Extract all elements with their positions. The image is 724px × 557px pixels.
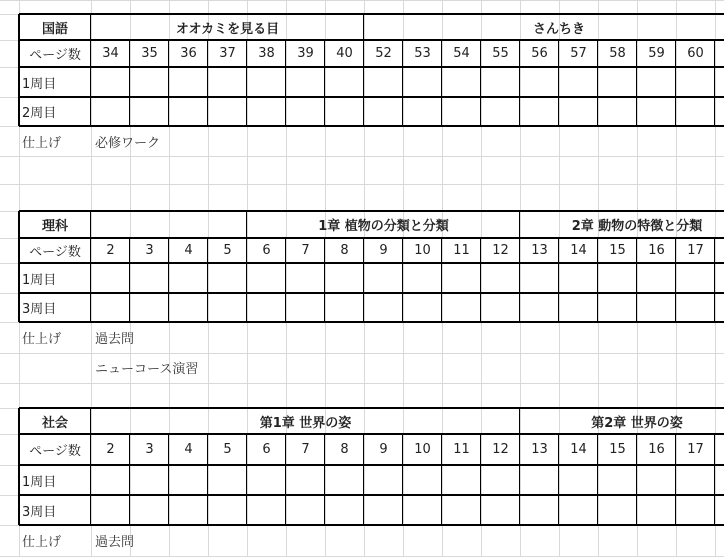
finish-label: 仕上げ (22, 534, 62, 550)
page-number-cell[interactable]: 58 (609, 46, 626, 61)
check-cell[interactable] (481, 263, 520, 293)
check-cell[interactable] (247, 263, 286, 293)
check-cell[interactable] (325, 263, 364, 293)
check-cell[interactable] (715, 67, 724, 97)
page-number-cell[interactable]: 13 (531, 243, 548, 258)
check-cell[interactable] (715, 97, 724, 126)
check-cell[interactable] (520, 495, 559, 525)
check-cell[interactable] (325, 465, 364, 495)
subject-label: 国語 (41, 21, 68, 37)
page-number-cell[interactable]: 12 (492, 243, 509, 258)
page-number-cell[interactable]: 5 (223, 243, 232, 258)
gridline (0, 0, 724, 1)
page-number-cell[interactable]: 4 (184, 442, 193, 457)
page-number-cell[interactable]: 2 (106, 442, 115, 457)
check-cell[interactable] (481, 67, 520, 97)
finish-item: 必修ワーク (95, 135, 161, 151)
section-header: さんちき (532, 21, 585, 37)
check-cell[interactable] (598, 495, 637, 525)
page-number-cell[interactable]: 37 (219, 46, 236, 61)
check-cell[interactable] (442, 465, 481, 495)
check-cell[interactable] (715, 263, 724, 293)
check-cell[interactable] (325, 67, 364, 97)
check-cell[interactable] (364, 293, 403, 322)
page-number-cell[interactable]: 38 (258, 46, 275, 61)
page-number-cell[interactable]: 36 (180, 46, 197, 61)
check-cell[interactable] (442, 293, 481, 322)
check-cell[interactable] (91, 67, 130, 97)
page-number-cell[interactable]: 15 (609, 243, 626, 258)
finish-label: 仕上げ (22, 135, 62, 151)
round-label: 1周目 (22, 474, 57, 490)
page-number-cell[interactable]: 8 (340, 442, 349, 457)
check-cell[interactable] (286, 263, 325, 293)
check-cell[interactable] (130, 263, 169, 293)
page-number-cell[interactable]: 9 (379, 442, 388, 457)
page-number-cell[interactable]: 6 (262, 442, 271, 457)
check-cell[interactable] (169, 495, 208, 525)
check-cell[interactable] (403, 495, 442, 525)
page-number-cell[interactable]: 40 (336, 46, 353, 61)
check-cell[interactable] (130, 293, 169, 322)
page-number-cell[interactable]: 14 (570, 243, 587, 258)
gridline (0, 383, 724, 384)
check-cell[interactable] (286, 465, 325, 495)
check-cell[interactable] (130, 67, 169, 97)
check-cell[interactable] (91, 495, 130, 525)
page-number-cell[interactable]: 59 (648, 46, 665, 61)
check-cell[interactable] (364, 67, 403, 97)
page-number-cell[interactable]: 17 (687, 442, 704, 457)
page-number-cell[interactable]: 35 (141, 46, 158, 61)
check-cell[interactable] (91, 293, 130, 322)
check-cell[interactable] (208, 293, 247, 322)
check-cell[interactable] (364, 97, 403, 126)
page-number-cell[interactable]: 16 (648, 243, 665, 258)
page-number-cell[interactable]: 15 (609, 442, 626, 457)
round-label: 1周目 (22, 272, 57, 288)
section-header: 第1章 世界の姿 (259, 415, 352, 431)
check-cell[interactable] (169, 465, 208, 495)
check-cell[interactable] (676, 465, 715, 495)
check-cell[interactable] (286, 293, 325, 322)
page-number-cell[interactable]: 11 (453, 243, 470, 258)
round-label: 1周目 (22, 76, 57, 92)
check-cell[interactable] (325, 97, 364, 126)
check-cell[interactable] (676, 97, 715, 126)
check-cell[interactable] (637, 263, 676, 293)
page-number-cell[interactable]: 10 (414, 442, 431, 457)
check-cell[interactable] (637, 495, 676, 525)
check-cell[interactable] (91, 465, 130, 495)
check-cell[interactable] (364, 495, 403, 525)
check-cell[interactable] (637, 293, 676, 322)
check-cell[interactable] (91, 263, 130, 293)
page-count-label: ページ数 (29, 245, 81, 260)
check-cell[interactable] (520, 97, 559, 126)
check-cell[interactable] (130, 495, 169, 525)
check-cell[interactable] (208, 67, 247, 97)
page-number-cell[interactable]: 14 (570, 442, 587, 457)
check-cell[interactable] (403, 465, 442, 495)
check-cell[interactable] (442, 67, 481, 97)
check-cell[interactable] (637, 97, 676, 126)
finish-item: 過去問 (95, 534, 135, 550)
page-number-cell[interactable]: 6 (262, 243, 271, 258)
page-count-label: ページ数 (29, 48, 81, 63)
page-number-cell[interactable]: 9 (379, 243, 388, 258)
page-number-cell[interactable]: 16 (648, 442, 665, 457)
check-cell[interactable] (715, 495, 724, 525)
check-cell[interactable] (247, 97, 286, 126)
page-count-label: ページ数 (29, 444, 81, 459)
page-number-cell[interactable]: 8 (340, 243, 349, 258)
section-header: 2章 動物の特徴と分類 (571, 219, 703, 234)
check-cell[interactable] (559, 495, 598, 525)
check-cell[interactable] (598, 67, 637, 97)
check-cell[interactable] (481, 495, 520, 525)
check-cell[interactable] (520, 263, 559, 293)
check-cell[interactable] (442, 263, 481, 293)
check-cell[interactable] (403, 293, 442, 322)
check-cell[interactable] (598, 465, 637, 495)
page-number-cell[interactable]: 34 (102, 46, 119, 61)
check-cell[interactable] (403, 97, 442, 126)
check-cell[interactable] (637, 67, 676, 97)
check-cell[interactable] (715, 465, 724, 495)
check-cell[interactable] (247, 495, 286, 525)
round-label: 3周目 (22, 504, 57, 520)
check-cell[interactable] (325, 495, 364, 525)
page-number-cell[interactable]: 4 (184, 243, 193, 258)
check-cell[interactable] (130, 465, 169, 495)
check-cell[interactable] (559, 97, 598, 126)
finish-item: 過去問 (95, 331, 135, 347)
check-cell[interactable] (598, 97, 637, 126)
check-cell[interactable] (169, 293, 208, 322)
page-number-cell[interactable]: 53 (414, 46, 431, 61)
check-cell[interactable] (403, 67, 442, 97)
gridline (0, 156, 724, 157)
check-cell[interactable] (637, 465, 676, 495)
page-number-cell[interactable]: 2 (106, 243, 115, 258)
check-cell[interactable] (130, 97, 169, 126)
page-number-cell[interactable]: 3 (145, 442, 154, 457)
check-cell[interactable] (91, 97, 130, 126)
check-cell[interactable] (247, 293, 286, 322)
check-cell[interactable] (481, 293, 520, 322)
check-cell[interactable] (559, 263, 598, 293)
check-cell[interactable] (676, 263, 715, 293)
page-number-cell[interactable]: 3 (145, 243, 154, 258)
page-number-cell[interactable]: 17 (687, 243, 704, 258)
check-cell[interactable] (520, 465, 559, 495)
check-cell[interactable] (520, 67, 559, 97)
section-header: 1章 植物の分類と分類 (318, 219, 449, 234)
check-cell[interactable] (403, 263, 442, 293)
round-label: 2周目 (22, 106, 57, 121)
check-cell[interactable] (598, 293, 637, 322)
check-cell[interactable] (208, 465, 247, 495)
check-cell[interactable] (247, 67, 286, 97)
page-number-cell[interactable]: 57 (570, 46, 587, 61)
page-number-cell[interactable]: 5 (223, 442, 232, 457)
check-cell[interactable] (676, 293, 715, 322)
check-cell[interactable] (286, 67, 325, 97)
check-cell[interactable] (481, 97, 520, 126)
page-number-cell[interactable]: 7 (301, 442, 310, 457)
section-header: 第2章 世界の姿 (591, 415, 683, 431)
check-cell[interactable] (169, 263, 208, 293)
check-cell[interactable] (598, 263, 637, 293)
finish-label: 仕上げ (22, 331, 62, 347)
finish-item: ニューコース演習 (95, 361, 199, 377)
check-cell[interactable] (208, 97, 247, 126)
page-number-cell[interactable]: 52 (375, 46, 392, 61)
page-number-cell[interactable]: 55 (492, 46, 509, 61)
check-cell[interactable] (559, 67, 598, 97)
check-cell[interactable] (325, 293, 364, 322)
round-label: 3周目 (22, 302, 57, 317)
check-cell[interactable] (364, 263, 403, 293)
check-cell[interactable] (169, 97, 208, 126)
check-cell[interactable] (364, 465, 403, 495)
page-number-cell[interactable]: 7 (301, 243, 310, 258)
subject-label: 理科 (41, 219, 68, 234)
check-cell[interactable] (481, 465, 520, 495)
check-cell[interactable] (715, 293, 724, 322)
section-header: オオカミを見る目 (175, 21, 280, 37)
page-number-cell[interactable]: 39 (297, 46, 314, 61)
page-number-cell[interactable]: 13 (531, 442, 548, 457)
page-number-cell[interactable]: 10 (414, 243, 431, 258)
check-cell[interactable] (247, 465, 286, 495)
page-number-cell[interactable]: 60 (687, 46, 704, 61)
check-cell[interactable] (169, 67, 208, 97)
check-cell[interactable] (520, 293, 559, 322)
check-cell[interactable] (442, 97, 481, 126)
check-cell[interactable] (559, 293, 598, 322)
subject-label: 社会 (41, 415, 68, 431)
page-number-cell[interactable]: 56 (531, 46, 548, 61)
page-number-cell[interactable]: 54 (453, 46, 470, 61)
gridline (0, 184, 724, 185)
check-cell[interactable] (286, 495, 325, 525)
page-number-cell[interactable]: 11 (453, 442, 470, 457)
page-number-cell[interactable]: 12 (492, 442, 509, 457)
check-cell[interactable] (559, 465, 598, 495)
check-cell[interactable] (676, 67, 715, 97)
check-cell[interactable] (676, 495, 715, 525)
check-cell[interactable] (208, 495, 247, 525)
check-cell[interactable] (208, 263, 247, 293)
check-cell[interactable] (286, 97, 325, 126)
check-cell[interactable] (442, 495, 481, 525)
